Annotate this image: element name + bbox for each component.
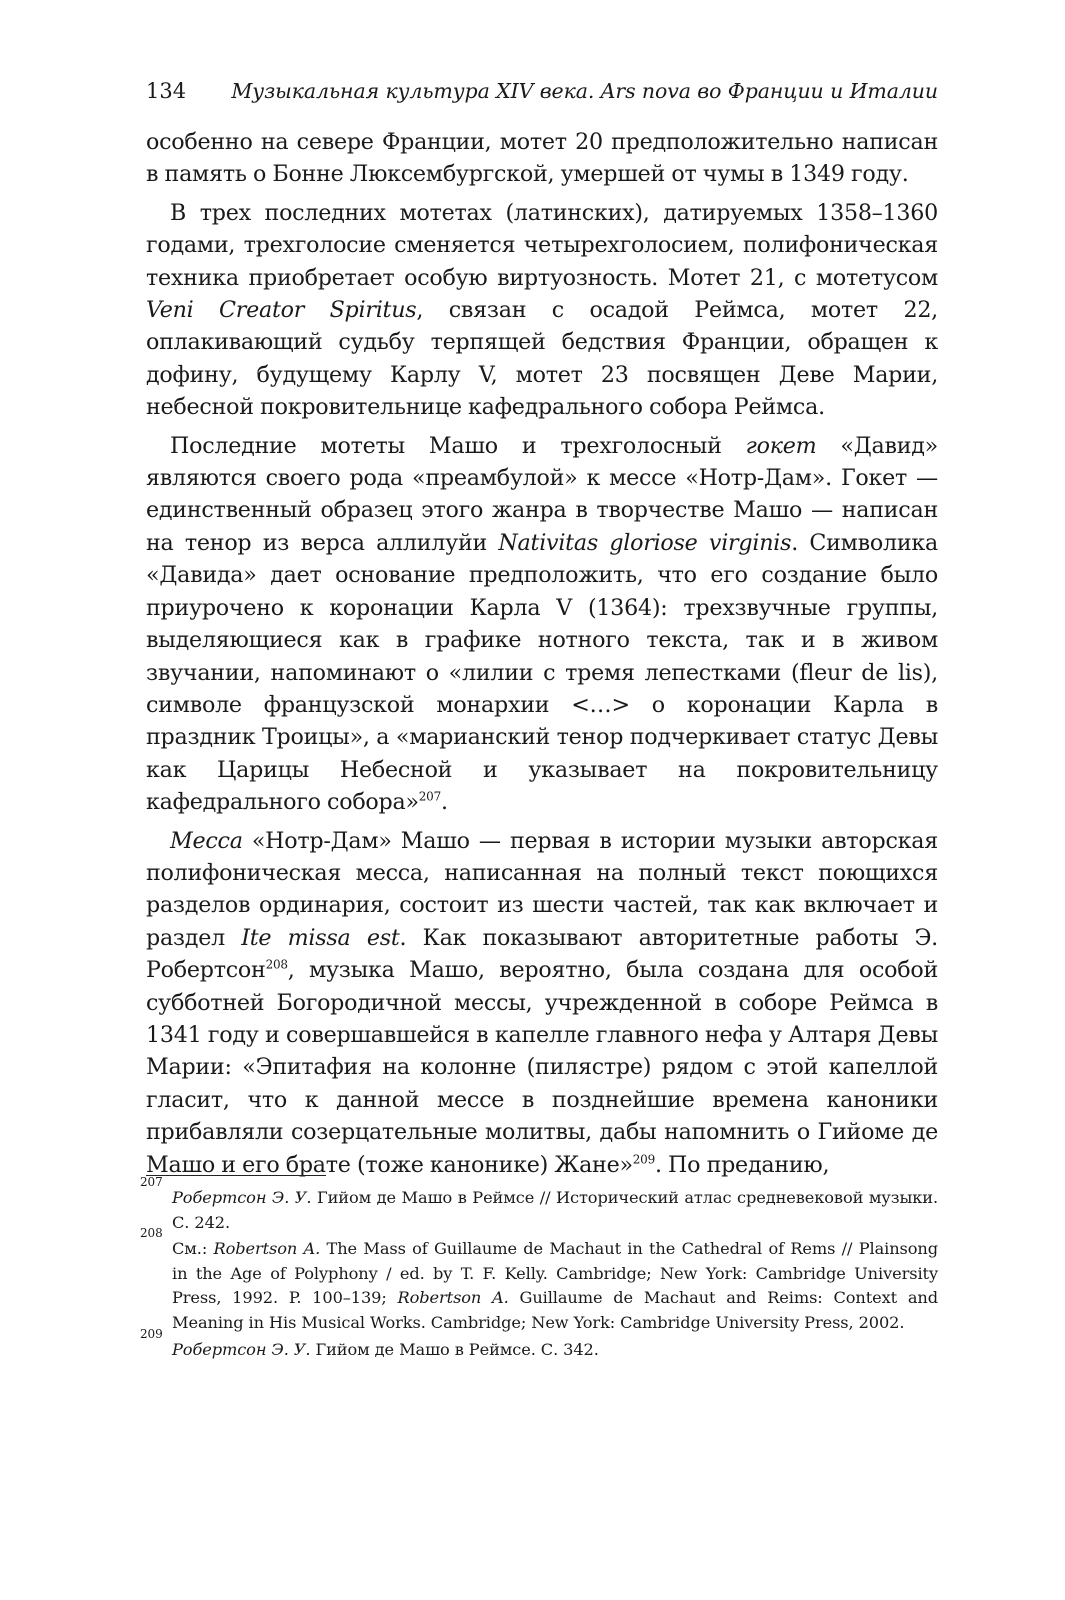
italic-term: гокет (745, 432, 817, 459)
text-run: Последние мотеты Машо и трехголосный (170, 432, 746, 459)
italic-title: Veni Creator Spiritus (146, 297, 417, 324)
footnotes (140, 1175, 938, 1364)
italic-term: Месса (170, 827, 243, 854)
paragraph-2 (146, 197, 938, 424)
running-title: Музыкальная культура XIV века. Ars nova во Франции и Италии (231, 79, 938, 103)
italic-title: Nativitas gloriose virginis (498, 529, 792, 556)
text-run: «Нотр-Дам» Машо — первая в истории музыки авторская полифоническая месса, написанная на полный текст поющихся разделов ординария, состоит из шести частей, так как включает и раздел (146, 827, 938, 951)
footnote-ref-207[interactable]: 207 (418, 789, 441, 804)
footnote-ref-208[interactable]: 208 (265, 957, 288, 972)
paragraph-4 (146, 825, 938, 1181)
footnote-author: Robertson A. (397, 1288, 509, 1308)
footnote-ref-209[interactable]: 209 (632, 1152, 655, 1167)
footnote-text: Guillaume de Machaut and Reims: Context and Meaning in His Musical Works. Cambridge; New York: Cambridge University Press, 2002. (172, 1288, 938, 1332)
footnote-text: Гийом де Машо в Реймсе. С. 342. (310, 1339, 599, 1359)
text-run: , музыка Машо, вероятно, была создана для особой субботней Богородичной мессы, учрежденной в соборе Реймса в 1341 году и совершавшейся в капелле главного нефа у Алтаря Девы Марии: «Эпитафия на колонне (пилястре) рядом с этой капеллой гласит, что к данной мессе в позднейшие времена каноники прибавляли созерцательные молитвы, дабы напомнить о Гийоме де Машо и его брате (тоже канонике) Жане» (146, 957, 938, 1178)
paragraph-1 (146, 126, 938, 191)
text-run: . Как показывают авторитетные работы Э. Робертсон (146, 924, 938, 984)
footnote-author: Robertson A. (213, 1239, 321, 1259)
footnote-text: См.: (172, 1239, 214, 1259)
footnote-divider (146, 1175, 326, 1176)
footnote-author: Робертсон Э. У. (172, 1339, 311, 1359)
italic-title: Ite missa est (241, 924, 400, 951)
text-run: . По преданию, (654, 1151, 830, 1178)
footnote-text: Гийом де Машо в Реймсе // Исторический атлас средневековой музыки. С. 242. (172, 1188, 938, 1232)
text-run: , связан с осадой Реймса, мотет 22, оплакивающий судьбу терпящей бедствия Франции, обращен к дофину, будущему Карлу V, мотет 23 посвящен Деве Марии, небесной покровительнице кафедрального собора Реймса. (146, 297, 938, 421)
text-run: В трех последних мотетах (латинских), датируемых 1358–1360 годами, трехголосие сменяется четырехголосием, полифоническая техника приобретает особую виртуозность. Мотет 21, с мотетусом (146, 199, 938, 291)
text-run: особенно на севере Франции, мотет 20 предположительно написан в память о Бонне Люксембургской, умершей от чумы в 1349 году. (146, 129, 938, 188)
running-head (146, 76, 938, 106)
footnote-208: 208 См.: Robertson A. The Mass of Guillaume de Machaut in the Cathedral of Rems // Plainsong in the Age of Polyphony / ed. by T. F. Kelly. Cambridge; New York: Cambridge University Press, 1992. P. 100–139; Robertson A. Guillaume de Machaut and Reims: Context and Meaning in His Musical Works. Cambridge; New York: Cambridge University Press, 2002. (140, 1226, 938, 1332)
footnote-209: 209 Робертсон Э. У. Гийом де Машо в Реймсе. С. 342. (140, 1326, 599, 1359)
book-page (140, 0, 938, 1600)
text-run: . Символика «Давида» дает основание предположить, что его создание было приурочено к коронации Карла V (1364): трехзвучные группы, выделяющиеся как в графике нотного текста, так и в живом звучании, напоминают о «лилии с тремя лепестками (fleur de lis), символе французской монархии <…> о коронации Карла в праздник Троицы», а «марианский тенор подчеркивает статус Девы как Царицы Небесной и указывает на покровительницу кафедрального собора» (146, 529, 938, 816)
text-run: . (440, 789, 448, 816)
paragraph-3 (146, 430, 938, 819)
text-run: «Давид» являются своего рода «преамбулой» к мессе «Нотр-Дам». Гокет — единственный образец этого жанра в творчестве Машо — написан на тенор из верса аллилуйи (146, 432, 938, 556)
page-number: 134 (146, 79, 187, 103)
footnote-text: The Mass of Guillaume de Machaut in the Cathedral of Rems // Plainsong in the Age of Polyphony / ed. by T. F. Kelly. Cambridge; New York: Cambridge University Press, 1992. P. 100–139; (172, 1239, 938, 1308)
footnote-207: 207 Робертсон Э. У. Гийом де Машо в Реймсе // Исторический атлас средневековой музыки. С. 242. (140, 1175, 938, 1232)
main-text (146, 126, 938, 1181)
footnote-author: Робертсон Э. У. (172, 1188, 312, 1207)
